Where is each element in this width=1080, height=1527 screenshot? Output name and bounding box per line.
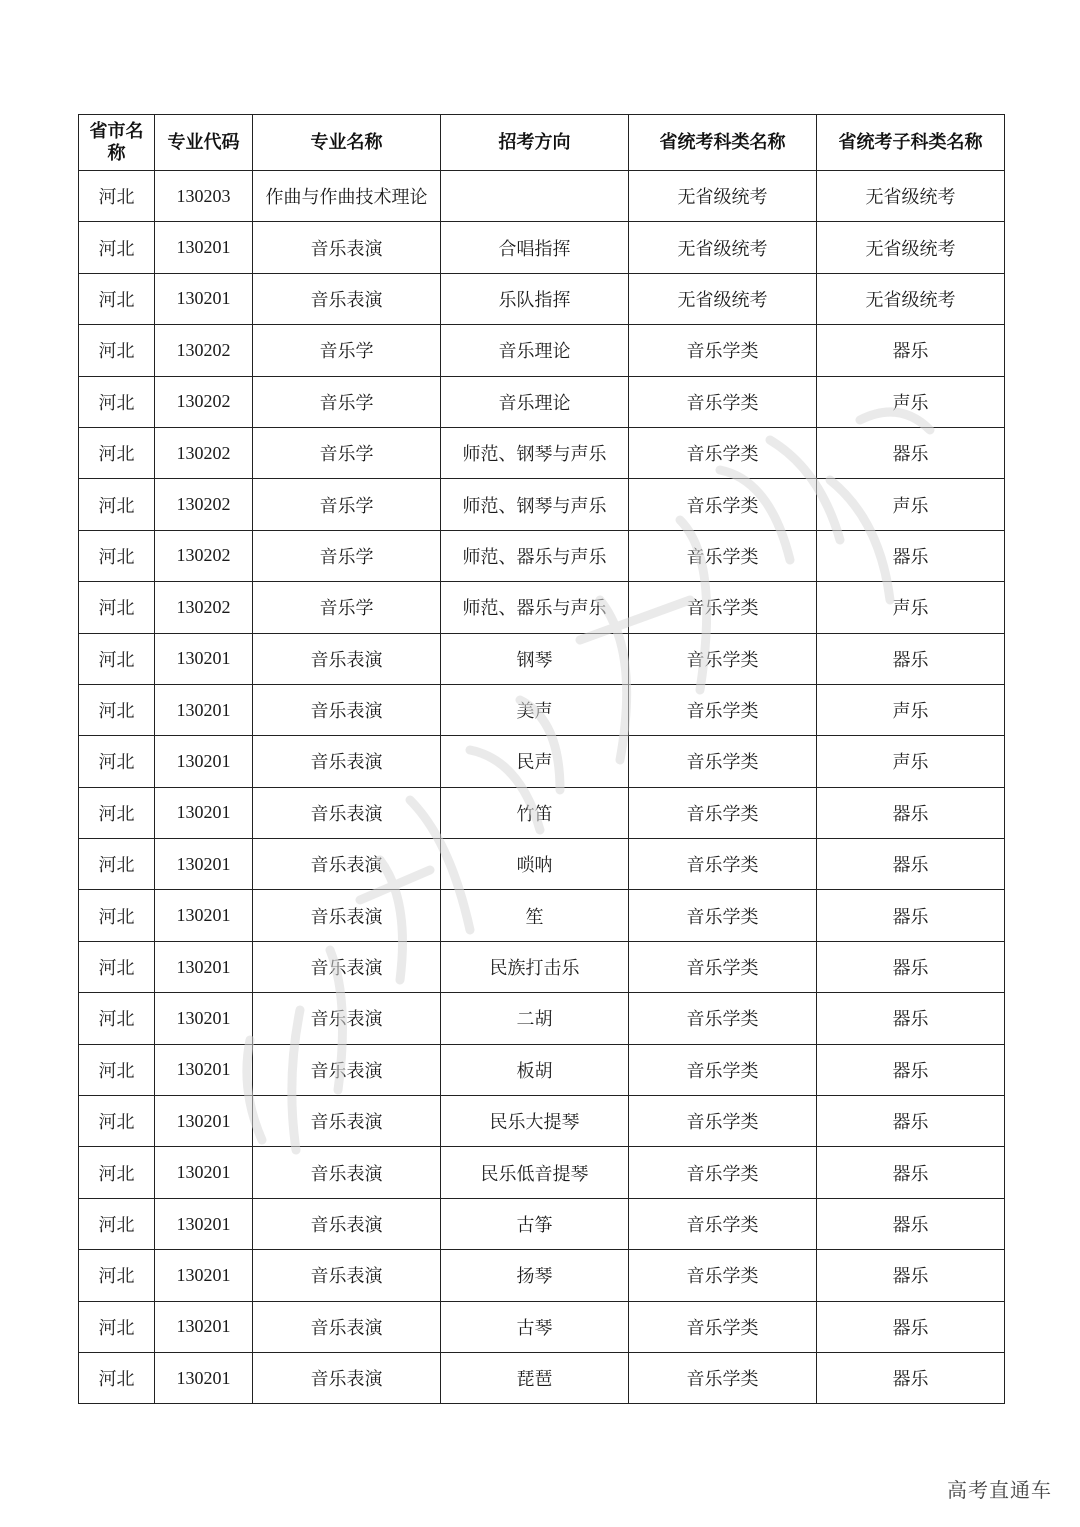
cell-major-name: 音乐表演 — [253, 1352, 441, 1403]
cell-direction: 民乐低音提琴 — [441, 1147, 629, 1198]
cell-major-code: 130203 — [155, 171, 253, 222]
cell-province: 河北 — [79, 171, 155, 222]
cell-exam-subcategory: 声乐 — [817, 582, 1005, 633]
cell-major-code: 130201 — [155, 839, 253, 890]
footer-brand-text: 高考直通车 — [947, 1478, 1052, 1502]
cell-exam-category: 音乐学类 — [629, 1352, 817, 1403]
cell-direction: 民族打击乐 — [441, 941, 629, 992]
cell-major-code: 130201 — [155, 890, 253, 941]
cell-province: 河北 — [79, 993, 155, 1044]
cell-exam-category: 音乐学类 — [629, 1147, 817, 1198]
cell-major-code: 130201 — [155, 273, 253, 324]
cell-exam-subcategory: 声乐 — [817, 479, 1005, 530]
cell-major-name: 作曲与作曲技术理论 — [253, 171, 441, 222]
cell-major-code: 130201 — [155, 1198, 253, 1249]
table-row — [79, 1352, 1005, 1403]
table-row — [79, 171, 1005, 222]
cell-province: 河北 — [79, 941, 155, 992]
cell-direction: 古筝 — [441, 1198, 629, 1249]
cell-exam-category: 音乐学类 — [629, 993, 817, 1044]
cell-exam-category: 无省级统考 — [629, 171, 817, 222]
cell-exam-category: 音乐学类 — [629, 787, 817, 838]
cell-direction: 钢琴 — [441, 633, 629, 684]
cell-exam-subcategory: 器乐 — [817, 993, 1005, 1044]
cell-major-code: 130202 — [155, 582, 253, 633]
table-row — [79, 222, 1005, 273]
cell-exam-category: 音乐学类 — [629, 427, 817, 478]
cell-exam-category: 音乐学类 — [629, 1301, 817, 1352]
cell-major-name: 音乐表演 — [253, 684, 441, 735]
cell-major-name: 音乐表演 — [253, 1198, 441, 1249]
cell-major-name: 音乐学 — [253, 325, 441, 376]
cell-exam-category: 音乐学类 — [629, 1044, 817, 1095]
cell-exam-category: 音乐学类 — [629, 941, 817, 992]
cell-direction: 扬琴 — [441, 1250, 629, 1301]
table-row — [79, 1147, 1005, 1198]
cell-exam-subcategory: 器乐 — [817, 890, 1005, 941]
cell-direction: 乐队指挥 — [441, 273, 629, 324]
table-row — [79, 736, 1005, 787]
cell-province: 河北 — [79, 633, 155, 684]
cell-province: 河北 — [79, 684, 155, 735]
cell-exam-category: 音乐学类 — [629, 890, 817, 941]
cell-major-code: 130201 — [155, 941, 253, 992]
table-row — [79, 941, 1005, 992]
cell-major-name: 音乐表演 — [253, 1147, 441, 1198]
cell-major-code: 130201 — [155, 684, 253, 735]
cell-direction: 板胡 — [441, 1044, 629, 1095]
cell-major-code: 130201 — [155, 1096, 253, 1147]
cell-exam-category: 音乐学类 — [629, 376, 817, 427]
cell-province: 河北 — [79, 427, 155, 478]
cell-province: 河北 — [79, 376, 155, 427]
cell-exam-subcategory: 无省级统考 — [817, 273, 1005, 324]
cell-province: 河北 — [79, 1147, 155, 1198]
cell-direction: 唢呐 — [441, 839, 629, 890]
cell-major-code: 130202 — [155, 479, 253, 530]
cell-province: 河北 — [79, 1352, 155, 1403]
cell-major-name: 音乐学 — [253, 530, 441, 581]
header-major-name: 专业名称 — [253, 115, 441, 171]
cell-major-name: 音乐表演 — [253, 1250, 441, 1301]
cell-major-code: 130201 — [155, 1301, 253, 1352]
cell-major-code: 130202 — [155, 325, 253, 376]
table-row — [79, 479, 1005, 530]
cell-direction: 音乐理论 — [441, 325, 629, 376]
cell-major-name: 音乐学 — [253, 582, 441, 633]
cell-direction: 民乐大提琴 — [441, 1096, 629, 1147]
cell-direction: 师范、钢琴与声乐 — [441, 427, 629, 478]
table-row — [79, 582, 1005, 633]
cell-major-code: 130201 — [155, 1250, 253, 1301]
cell-major-code: 130201 — [155, 1147, 253, 1198]
cell-province: 河北 — [79, 890, 155, 941]
cell-exam-category: 音乐学类 — [629, 684, 817, 735]
cell-direction: 笙 — [441, 890, 629, 941]
cell-province: 河北 — [79, 1044, 155, 1095]
cell-direction: 二胡 — [441, 993, 629, 1044]
cell-exam-subcategory: 器乐 — [817, 1198, 1005, 1249]
cell-exam-category: 音乐学类 — [629, 1096, 817, 1147]
cell-direction: 音乐理论 — [441, 376, 629, 427]
cell-exam-category: 无省级统考 — [629, 273, 817, 324]
cell-exam-category: 音乐学类 — [629, 325, 817, 376]
admissions-table — [78, 114, 1005, 1404]
cell-direction: 合唱指挥 — [441, 222, 629, 273]
cell-exam-subcategory: 器乐 — [817, 941, 1005, 992]
cell-major-name: 音乐表演 — [253, 1096, 441, 1147]
cell-direction: 师范、钢琴与声乐 — [441, 479, 629, 530]
table-row — [79, 890, 1005, 941]
cell-major-code: 130201 — [155, 736, 253, 787]
cell-direction — [441, 171, 629, 222]
cell-exam-subcategory: 声乐 — [817, 736, 1005, 787]
cell-major-code: 130201 — [155, 787, 253, 838]
cell-direction: 古琴 — [441, 1301, 629, 1352]
cell-exam-subcategory: 器乐 — [817, 427, 1005, 478]
cell-major-code: 130201 — [155, 222, 253, 273]
table-header-row — [79, 115, 1005, 171]
cell-province: 河北 — [79, 787, 155, 838]
cell-province: 河北 — [79, 582, 155, 633]
table-row — [79, 1301, 1005, 1352]
cell-major-name: 音乐学 — [253, 479, 441, 530]
cell-exam-category: 无省级统考 — [629, 222, 817, 273]
header-direction: 招考方向 — [441, 115, 629, 171]
cell-province: 河北 — [79, 1096, 155, 1147]
cell-province: 河北 — [79, 1301, 155, 1352]
header-exam-category: 省统考科类名称 — [629, 115, 817, 171]
cell-major-name: 音乐表演 — [253, 736, 441, 787]
cell-major-name: 音乐表演 — [253, 993, 441, 1044]
cell-exam-subcategory: 器乐 — [817, 1352, 1005, 1403]
cell-province: 河北 — [79, 222, 155, 273]
cell-province: 河北 — [79, 273, 155, 324]
header-exam-subcategory: 省统考子科类名称 — [817, 115, 1005, 171]
cell-major-name: 音乐表演 — [253, 633, 441, 684]
table-row — [79, 787, 1005, 838]
cell-exam-subcategory: 声乐 — [817, 684, 1005, 735]
cell-exam-subcategory: 器乐 — [817, 787, 1005, 838]
table-row — [79, 273, 1005, 324]
cell-exam-subcategory: 器乐 — [817, 1301, 1005, 1352]
cell-province: 河北 — [79, 736, 155, 787]
cell-major-name: 音乐学 — [253, 376, 441, 427]
cell-exam-subcategory: 器乐 — [817, 1250, 1005, 1301]
table-row — [79, 1044, 1005, 1095]
cell-direction: 竹笛 — [441, 787, 629, 838]
table-row — [79, 839, 1005, 890]
cell-province: 河北 — [79, 1198, 155, 1249]
table-row — [79, 427, 1005, 478]
cell-exam-category: 音乐学类 — [629, 633, 817, 684]
cell-major-name: 音乐表演 — [253, 1044, 441, 1095]
cell-direction: 师范、器乐与声乐 — [441, 530, 629, 581]
cell-exam-category: 音乐学类 — [629, 839, 817, 890]
cell-exam-subcategory: 器乐 — [817, 839, 1005, 890]
cell-direction: 美声 — [441, 684, 629, 735]
cell-exam-subcategory: 器乐 — [817, 1096, 1005, 1147]
table-row — [79, 1250, 1005, 1301]
table-row — [79, 633, 1005, 684]
cell-exam-subcategory: 无省级统考 — [817, 171, 1005, 222]
cell-major-name: 音乐表演 — [253, 787, 441, 838]
cell-exam-category: 音乐学类 — [629, 1250, 817, 1301]
cell-exam-subcategory: 器乐 — [817, 1147, 1005, 1198]
cell-direction: 琵琶 — [441, 1352, 629, 1403]
cell-major-code: 130201 — [155, 993, 253, 1044]
table-row — [79, 1198, 1005, 1249]
cell-major-name: 音乐表演 — [253, 941, 441, 992]
table-body — [79, 171, 1005, 1404]
header-province: 省市名称 — [79, 115, 155, 171]
cell-exam-category: 音乐学类 — [629, 530, 817, 581]
cell-major-code: 130202 — [155, 427, 253, 478]
cell-province: 河北 — [79, 839, 155, 890]
cell-major-code: 130201 — [155, 633, 253, 684]
cell-exam-category: 音乐学类 — [629, 479, 817, 530]
cell-major-name: 音乐表演 — [253, 890, 441, 941]
table-row — [79, 530, 1005, 581]
cell-province: 河北 — [79, 530, 155, 581]
header-major-code: 专业代码 — [155, 115, 253, 171]
cell-major-name: 音乐表演 — [253, 1301, 441, 1352]
table-row — [79, 376, 1005, 427]
cell-major-code: 130202 — [155, 530, 253, 581]
cell-major-code: 130202 — [155, 376, 253, 427]
cell-major-code: 130201 — [155, 1044, 253, 1095]
cell-province: 河北 — [79, 325, 155, 376]
table-row — [79, 993, 1005, 1044]
cell-direction: 师范、器乐与声乐 — [441, 582, 629, 633]
cell-major-name: 音乐表演 — [253, 839, 441, 890]
cell-exam-subcategory: 器乐 — [817, 325, 1005, 376]
cell-major-code: 130201 — [155, 1352, 253, 1403]
cell-major-name: 音乐表演 — [253, 222, 441, 273]
cell-exam-category: 音乐学类 — [629, 582, 817, 633]
table-row — [79, 684, 1005, 735]
cell-exam-subcategory: 器乐 — [817, 1044, 1005, 1095]
cell-exam-category: 音乐学类 — [629, 1198, 817, 1249]
cell-province: 河北 — [79, 1250, 155, 1301]
table-row — [79, 1096, 1005, 1147]
cell-province: 河北 — [79, 479, 155, 530]
cell-exam-subcategory: 器乐 — [817, 530, 1005, 581]
cell-exam-category: 音乐学类 — [629, 736, 817, 787]
table-row — [79, 325, 1005, 376]
cell-major-name: 音乐学 — [253, 427, 441, 478]
cell-exam-subcategory: 器乐 — [817, 633, 1005, 684]
cell-direction: 民声 — [441, 736, 629, 787]
cell-exam-subcategory: 无省级统考 — [817, 222, 1005, 273]
cell-exam-subcategory: 声乐 — [817, 376, 1005, 427]
cell-major-name: 音乐表演 — [253, 273, 441, 324]
